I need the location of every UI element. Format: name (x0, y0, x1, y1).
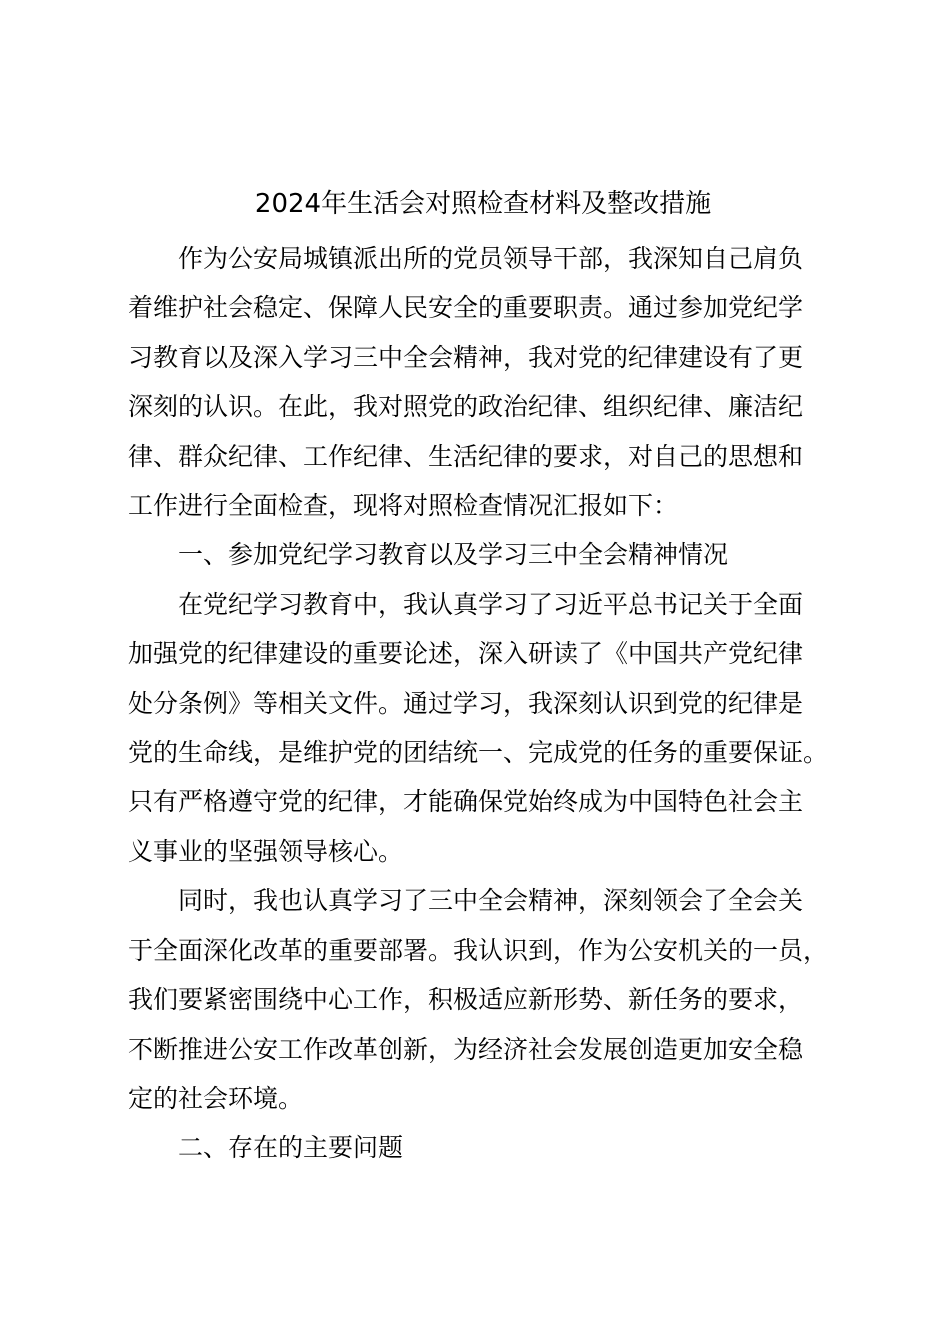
section-heading-1 (128, 530, 833, 579)
text-line: 工作进行全面检查，现将对照检查情况汇报如下： (128, 491, 679, 521)
plenum-paragraph (128, 876, 833, 1123)
text-line: 一、参加党纪学习教育以及学习三中全会精神情况 (178, 540, 729, 570)
text-line: 着维护社会稳定、保障人民安全的重要职责。通过参加党纪学 (128, 293, 804, 323)
intro-paragraph (128, 234, 833, 530)
text-line: 不断推进公安工作改革创新，为经济社会发展创造更加安全稳 (128, 1034, 804, 1064)
text-line: 深刻的认识。在此，我对照党的政治纪律、组织纪律、廉洁纪 (128, 392, 804, 422)
text-line: 同时，我也认真学习了三中全会精神，深刻领会了全会关 (178, 886, 804, 916)
text-line: 在党纪学习教育中，我认真学习了习近平总书记关于全面 (178, 589, 804, 619)
text-line: 义事业的坚强领导核心。 (128, 836, 404, 866)
text-line: 处分条例》等相关文件。通过学习，我深刻认识到党的纪律是 (128, 688, 804, 718)
text-line: 二、存在的主要问题 (178, 1133, 404, 1163)
text-line: 我们要紧密围绕中心工作，积极适应新形势、新任务的要求， (128, 985, 804, 1015)
text-line: 于全面深化改革的重要部署。我认识到，作为公安机关的一员， (128, 935, 829, 965)
text-line: 定的社会环境。 (128, 1083, 304, 1113)
section-heading-2 (128, 1123, 833, 1172)
text-line: 加强党的纪律建设的重要论述，深入研读了《中国共产党纪律 (128, 639, 804, 669)
study-paragraph (128, 580, 833, 876)
text-line: 作为公安局城镇派出所的党员领导干部，我深知自己肩负 (178, 244, 804, 273)
text-line: 习教育以及深入学习三中全会精神，我对党的纪律建设有了更 (128, 342, 804, 372)
text-line: 党的生命线，是维护党的团结统一、完成党的任务的重要保证。 (128, 738, 829, 768)
text-line: 律、群众纪律、工作纪律、生活纪律的要求，对自己的思想和 (128, 441, 804, 471)
document-body (128, 234, 833, 1173)
text-line: 只有严格遵守党的纪律，才能确保党始终成为中国特色社会主 (128, 787, 804, 817)
document-title: 2024年生活会对照检查材料及整改措施 (254, 189, 712, 219)
